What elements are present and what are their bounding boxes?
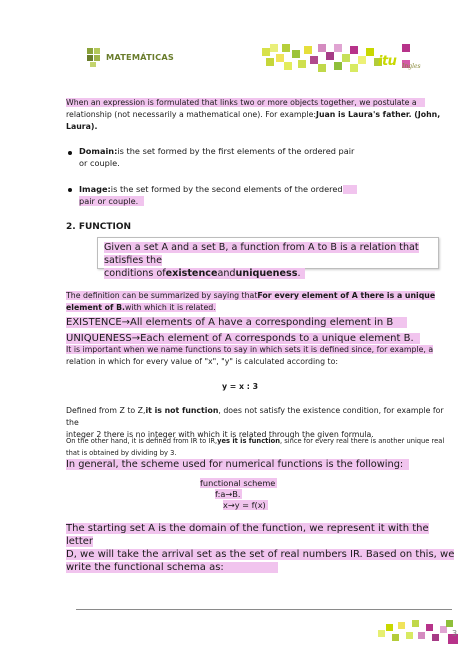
existence-word: existence: [165, 268, 218, 279]
existence-text: EXISTENCE→All elements of A have a corresponding element in B: [66, 317, 407, 328]
intro-line-2: relationship (not necessarily a mathematical one). For example:: [66, 110, 317, 119]
period: .: [297, 268, 301, 279]
domain-definition-cont: or couple.: [79, 158, 120, 168]
brand-title: MATEMÁTICAS: [106, 52, 174, 62]
scheme-line-1: f:a→B.: [215, 489, 241, 499]
itu-logo-tagline: Ingles: [402, 63, 421, 70]
summary-line-2: with which it is related.: [125, 303, 216, 312]
z-line-1-rest: , does not satisfy the existence condition, for example for the: [66, 406, 444, 427]
definition-text: [104, 241, 440, 280]
ir-line-1-rest: , since for every real there is another unique real: [280, 437, 445, 445]
page-number: 3: [452, 629, 458, 638]
summary-line-1: The definition can be summarized by saying that: [66, 291, 258, 300]
closing-paragraph: [66, 522, 456, 574]
z-not-function: it is not function: [145, 406, 219, 415]
domain-term: Domain:: [79, 146, 118, 156]
scheme-title: functional scheme: [200, 478, 276, 488]
bullet-domain: [79, 145, 379, 169]
intro-example-bold: Juan is Laura's father. (John,: [316, 110, 441, 119]
domain-definition: is the set formed by the first elements of the ordered pair: [117, 146, 355, 156]
and-word: and: [217, 268, 236, 279]
z-line-2: integer 2 there is no integer with which it is related through the given formula.: [66, 430, 374, 439]
highlight-mark: [343, 185, 357, 194]
uniqueness-word: uniqueness: [235, 268, 298, 279]
matematicas-logo-icon: [86, 46, 102, 68]
image-definition: is the set formed by the second elements of the ordered: [110, 184, 343, 194]
definition-line-1: Given a set A and a set B, a function from A to B is a relation that satisfies the: [104, 242, 419, 266]
formula: y = x : 3: [222, 382, 259, 391]
general-text: In general, the scheme used for numerical functions is the following:: [66, 459, 409, 470]
general-statement: [66, 458, 409, 472]
scheme-line-2: x→y = f(x): [223, 500, 266, 510]
summary-paragraph: [66, 290, 446, 314]
z-line-1: Defined from Z to Z,: [66, 406, 146, 415]
image-definition-cont: pair or couple.: [79, 196, 144, 206]
footer-mosaic: [378, 620, 460, 644]
uniqueness-text: UNIQUENESS→Each element of A corresponds to a unique element B.: [66, 333, 420, 344]
itu-logo: itu: [378, 54, 397, 69]
summary-bold-cont: element of B.: [66, 303, 126, 312]
intro-line-1: When an expression is formulated that links two or more objects together, we postulate a: [66, 98, 425, 107]
ir-line-1: On the other hand, it is defined from IR to IR,: [66, 437, 218, 445]
naming-line-1: It is important when we name functions to say in which sets it is defined since, for example, a: [66, 345, 434, 354]
existence-statement: [66, 316, 407, 330]
ir-line-2: that is obtained by dividing by 3.: [66, 449, 177, 457]
closing-line-2: D, we will take the arrival set as the set of real numbers IR. Based on this, we: [66, 549, 455, 560]
definition-line-2: conditions of: [104, 268, 166, 279]
naming-paragraph: [66, 344, 451, 368]
naming-line-2: relation in which for every value of "x", "y" is calculated according to:: [66, 357, 338, 366]
closing-line-3: write the functional schema as:: [66, 562, 278, 573]
footer-divider: [76, 609, 452, 610]
bullet-image: [79, 183, 379, 207]
bullet-dot-icon: [68, 151, 72, 155]
functional-scheme: [200, 478, 277, 511]
summary-bold: For every element of A there is a unique: [257, 291, 436, 300]
ir-is-function: yes it is function: [217, 437, 281, 445]
ir-example-paragraph: [66, 435, 456, 459]
section-heading: 2. FUNCTION: [66, 222, 132, 232]
closing-line-1: The starting set A is the domain of the function, we represent it with the letter: [66, 523, 429, 547]
intro-paragraph: [66, 97, 446, 133]
intro-example-bold-cont: Laura).: [66, 122, 98, 131]
image-term: Image:: [79, 184, 111, 194]
bullet-dot-icon: [68, 188, 72, 192]
